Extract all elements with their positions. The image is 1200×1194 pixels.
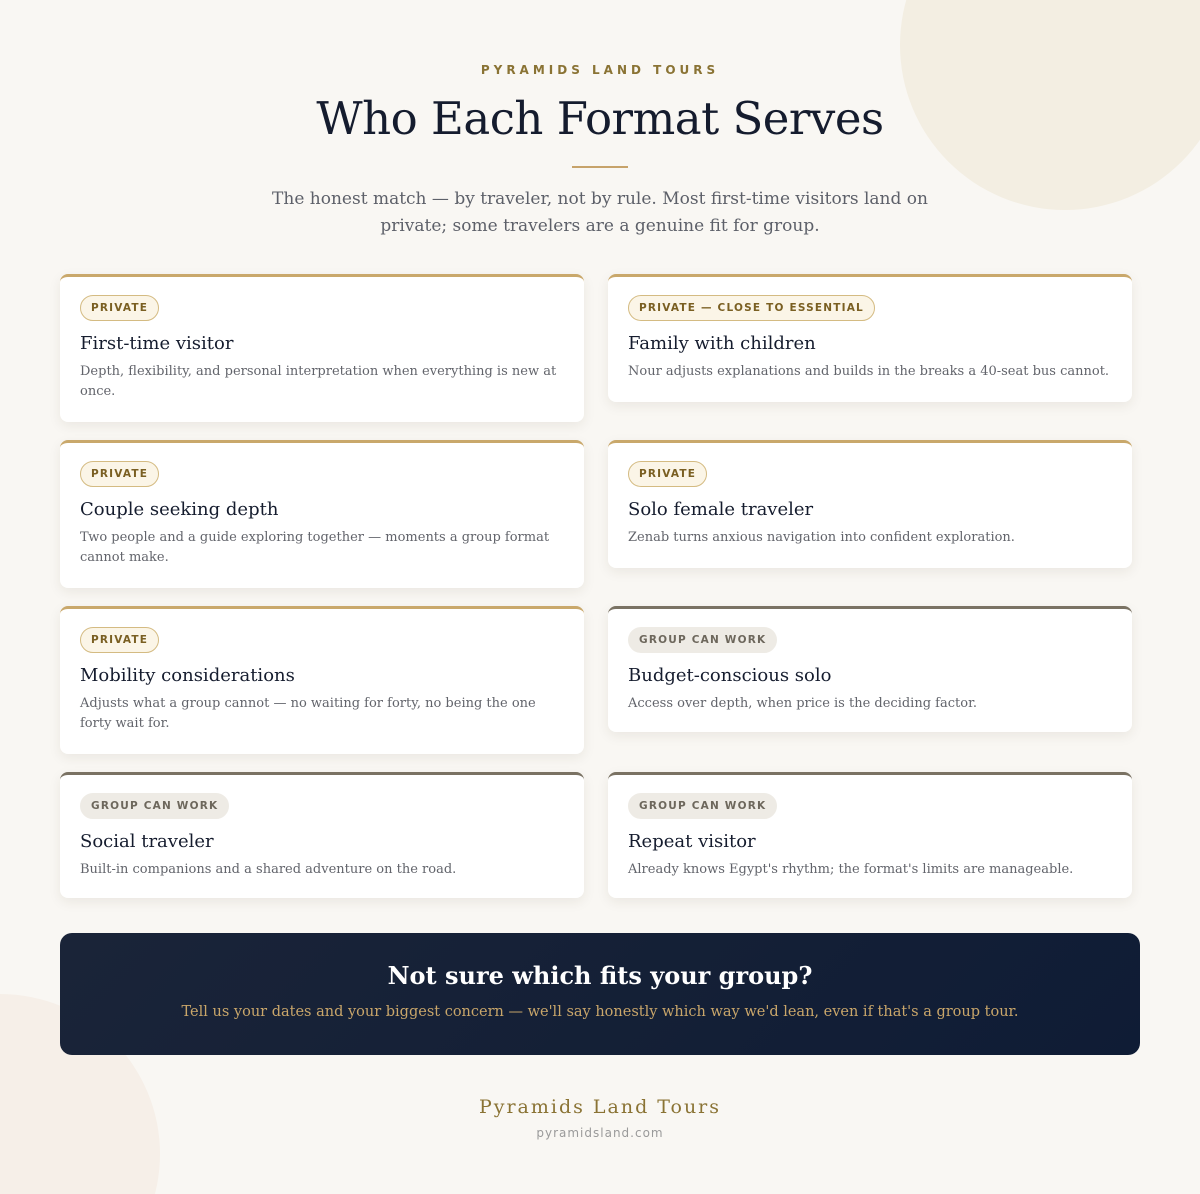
card-description: Access over depth, when price is the deciding factor. (628, 696, 977, 711)
card-title: Mobility considerations (80, 665, 295, 686)
card-description: Two people and a guide exploring together — moments a group format cannot make. (80, 530, 550, 565)
cta-title: Not sure which fits your group? (387, 961, 813, 990)
card-mobility-considerations (60, 606, 584, 754)
card-description: Already knows Egypt's rhythm; the format's limits are manageable. (628, 862, 1074, 877)
format-badge: PRIVATE (80, 627, 159, 653)
title-divider (572, 166, 628, 168)
card-family-with-children (608, 274, 1132, 402)
card-repeat-visitor (608, 772, 1132, 898)
card-description: Depth, flexibility, and personal interpretation when everything is new at once. (80, 364, 557, 399)
card-first-time-visitor (60, 274, 584, 422)
card-title: Solo female traveler (628, 499, 814, 520)
page-subtitle: The honest match — by traveler, not by rule. Most first-time visitors land on private; some travelers are a genuine fit for group. (272, 189, 928, 236)
card-description: Nour adjusts explanations and builds in the breaks a 40-seat bus cannot. (628, 364, 1110, 379)
card-budget-conscious-solo (608, 606, 1132, 732)
card-description: Adjusts what a group cannot — no waiting for forty, no being the one forty wait for. (80, 696, 536, 731)
card-title: Couple seeking depth (80, 499, 279, 520)
cta-text: Tell us your dates and your biggest concern — we'll say honestly which way we'd lean, even if that's a group tour. (181, 1004, 1019, 1020)
format-badge: GROUP CAN WORK (628, 793, 777, 819)
card-title: Family with children (628, 333, 816, 354)
page-title: Who Each Format Serves (316, 92, 884, 145)
card-couple-seeking-depth (60, 440, 584, 588)
card-title: Social traveler (80, 831, 214, 852)
card-description: Built-in companions and a shared adventure on the road. (80, 862, 457, 877)
card-description: Zenab turns anxious navigation into confident exploration. (628, 530, 1015, 545)
format-badge: PRIVATE (80, 461, 159, 487)
card-title: Repeat visitor (628, 831, 756, 852)
cta-banner[interactable] (60, 933, 1140, 1055)
card-solo-female-traveler (608, 440, 1132, 568)
format-badge: PRIVATE — CLOSE TO ESSENTIAL (628, 295, 875, 321)
eyebrow: PYRAMIDS LAND TOURS (480, 63, 720, 77)
format-badge: PRIVATE (628, 461, 707, 487)
format-badge: GROUP CAN WORK (628, 627, 777, 653)
card-title: Budget-conscious solo (628, 665, 832, 686)
card-social-traveler (60, 772, 584, 898)
footer-url[interactable]: pyramidsland.com (536, 1126, 664, 1140)
format-badge: PRIVATE (80, 295, 159, 321)
footer-brand: Pyramids Land Tours (478, 1096, 722, 1118)
format-badge: GROUP CAN WORK (80, 793, 229, 819)
card-title: First-time visitor (80, 333, 234, 354)
